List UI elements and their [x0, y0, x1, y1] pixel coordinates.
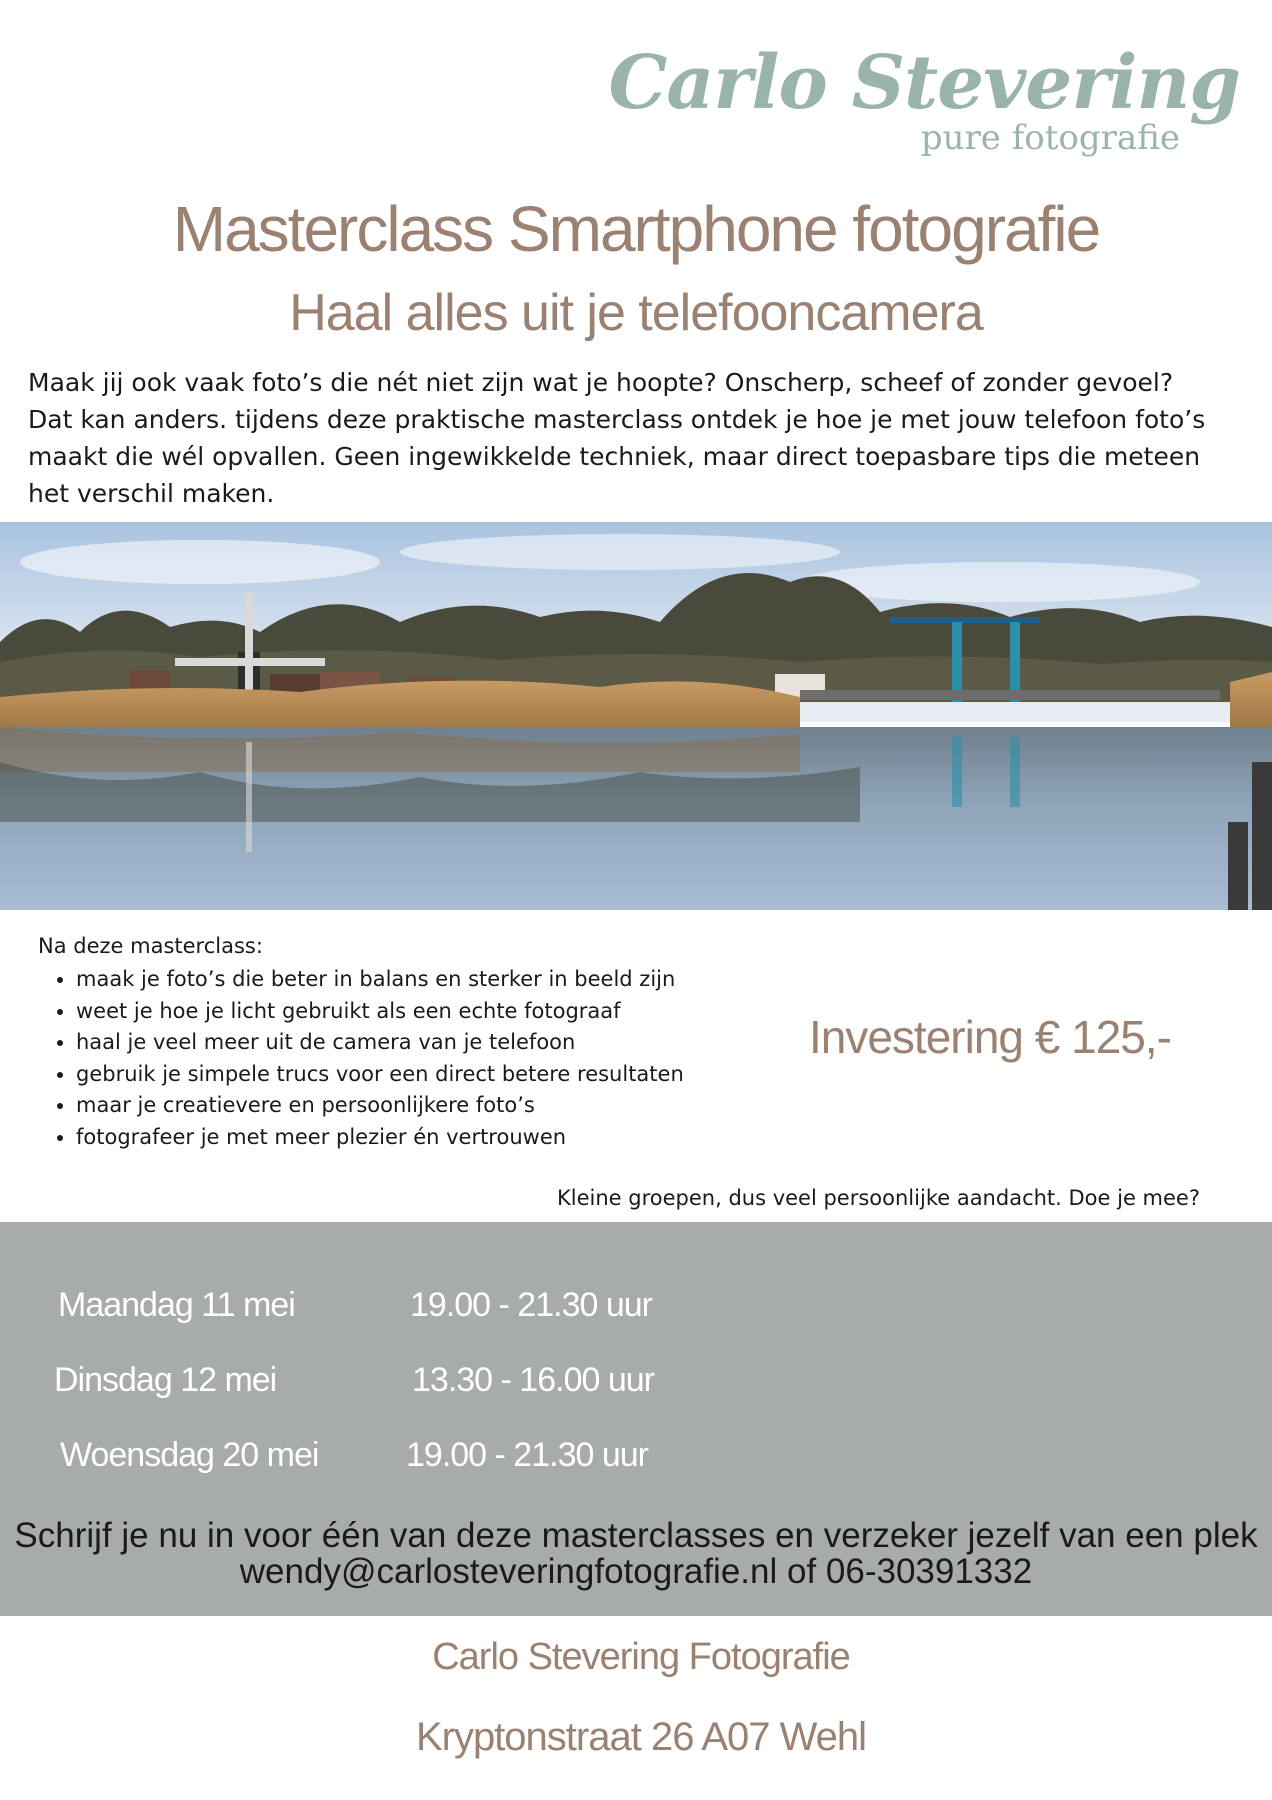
river-landscape-image	[0, 522, 1272, 910]
contact-info: wendy@carlosteveringfotografie.nl of 06-30391332	[239, 1552, 1033, 1591]
schedule-band	[0, 1222, 1272, 1616]
price-label: Investering € 125,-	[808, 1011, 1171, 1063]
list-item: • gebruik je simpele trucs voor een direct betere resultaten	[76, 1059, 684, 1091]
list-item: • maar je creatievere en persoonlijkere foto’s	[76, 1090, 684, 1122]
schedule-time-1: 19.00 - 21.30 uur	[410, 1286, 652, 1324]
logo-name: Carlo Stevering	[608, 40, 1240, 126]
landscape-photo	[0, 522, 1272, 910]
schedule-day-2: Dinsdag 12 mei	[54, 1361, 277, 1399]
list-item: • weet je hoe je licht gebruikt als een echte fotograaf	[76, 996, 684, 1028]
list-item: • maak je foto’s die beter in balans en sterker in beeld zijn	[76, 964, 684, 996]
logo-tagline: pure fotografie	[920, 118, 1180, 158]
footer-company-name: Carlo Stevering Fotografie	[432, 1636, 850, 1678]
intro-paragraph-1: Maak jij ook vaak foto’s die nét niet zijn wat je hoopte? Onscherp, scheef of zonder gevoel?	[28, 368, 1174, 397]
page-subtitle: Haal alles uit je telefooncamera	[289, 284, 983, 342]
signup-call-to-action	[0, 1518, 1272, 1590]
benefits-intro: Na deze masterclass:	[38, 934, 263, 958]
intro-paragraph-2: Dat kan anders. tijdens deze praktische masterclass ontdek je hoe je met jouw telefoon foto’s maakt die wél opvallen. Geen ingewikkelde techniek, maar direct toepasbare tips die meteen het verschil maken.	[28, 405, 1206, 508]
schedule-day-1: Maandag 11 mei	[58, 1286, 295, 1324]
schedule-time-2: 13.30 - 16.00 uur	[412, 1361, 654, 1399]
page-title: Masterclass Smartphone fotografie	[172, 193, 1100, 265]
group-note: Kleine groepen, dus veel persoonlijke aandacht. Doe je mee?	[557, 1186, 1200, 1210]
brand-logo	[608, 40, 1260, 170]
footer-address: Kryptonstraat 26 A07 Wehl	[415, 1715, 867, 1759]
schedule-time-3: 19.00 - 21.30 uur	[406, 1436, 648, 1474]
cta-line-1: Schrijf je nu in voor één van deze masterclasses en verzeker jezelf van een plek	[14, 1516, 1258, 1555]
list-item: • haal je veel meer uit de camera van je telefoon	[76, 1027, 684, 1059]
intro-text	[28, 364, 1248, 512]
schedule-day-3: Woensdag 20 mei	[60, 1436, 319, 1474]
benefits-list	[46, 964, 684, 1153]
list-item: • fotografeer je met meer plezier én vertrouwen	[76, 1122, 684, 1154]
